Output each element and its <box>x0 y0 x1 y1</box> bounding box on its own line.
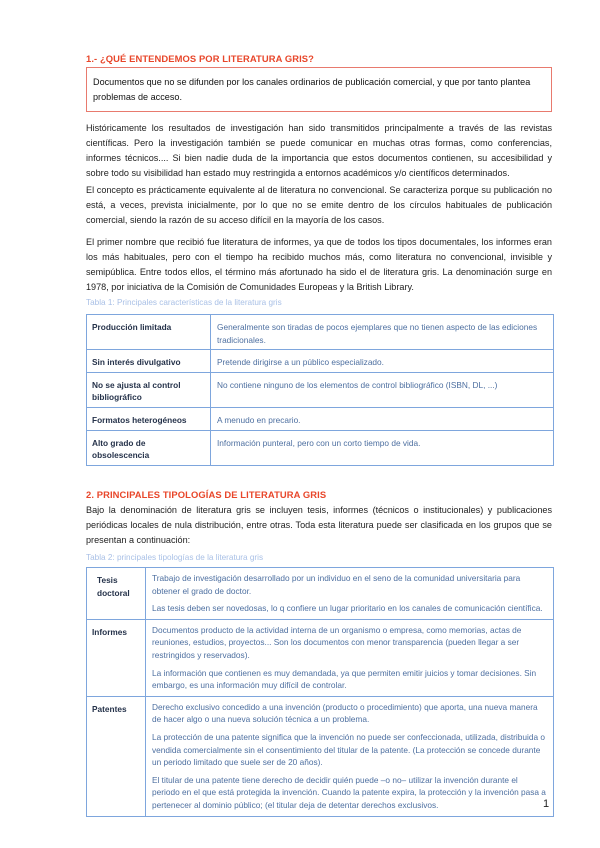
page-number: 1 <box>543 798 550 810</box>
row-key: Producción limitada <box>87 315 211 350</box>
table-row <box>87 372 554 407</box>
section-2-heading: 2. PRINCIPALES TIPOLOGÍAS DE LITERATURA GRIS <box>86 489 327 500</box>
definition-box: Documentos que no se difunden por los canales ordinarios de publicación comercial, y que por tanto plantea problemas de acceso. <box>86 67 552 112</box>
paragraph-intro: Bajo la denominación de literatura gris se incluyen tesis, informes (técnicos o institucionales) y publicaciones periódicas locales de nula distribución, entre otras. Toda esta literatura puede ser clasificada en los grupos que se presentan a continuación: <box>86 505 552 546</box>
paragraph-history: Históricamente los resultados de investigación han sido transmitidos principalmente a través de las revistas científicas. Pero la investigación también se puede comunicar en muchas otras formas, como conferencias, informes técnicos.... Si bien nadie duda de la importancia que estos documentos contienen, su accesibilidad y sobre todo su visibilidad han estado muy restringida a entornos académicos y/o científicos determinados. <box>86 123 552 179</box>
row-key: Informes <box>87 619 146 696</box>
table-row <box>87 407 554 430</box>
row-value <box>146 619 554 696</box>
section-1-heading: 1.- ¿QUÉ ENTENDEMOS POR LITERATURA GRIS? <box>86 53 314 64</box>
table-row <box>87 619 554 696</box>
row-value: A menudo en precario. <box>211 407 554 430</box>
table-row <box>87 430 554 465</box>
row-value-paragraph: Derecho exclusivo concedido a una invención (producto o procedimiento) que aporta, una nueva manera de hacer algo o una nueva solución técnica a un problema. <box>152 701 538 725</box>
row-key: Formatos heterogéneos <box>87 407 211 430</box>
table-row <box>87 568 554 620</box>
row-value-paragraph: Las tesis deben ser novedosas, lo q confiere un lugar prioritario en los canales de comunicación científica. <box>152 603 543 614</box>
row-value-paragraph: La información que contienen es muy demandada, ya que permiten emitir juicios y tomar decisiones. Sin embargo, es una información muy difícil de controlar. <box>152 667 537 691</box>
typologies-table <box>86 567 554 817</box>
row-key: Alto grado de obsolescencia <box>87 430 211 465</box>
table-row <box>87 696 554 816</box>
row-key: Sin interés divulgativo <box>87 350 211 373</box>
row-value: Generalmente son tiradas de pocos ejemplares que no tienen aspecto de las ediciones tradicionales. <box>211 315 554 350</box>
paragraph-origin: El primer nombre que recibió fue literatura de informes, ya que de todos los tipos documentales, los informes eran los más habituales, pero con el tiempo ha recibido muchos más, como literatura no convencional, invisible y semipública. Entre todos ellos, el término más afortunado ha sido el de literatura gris. La denominación surge en 1978, por iniciativa de la Comisión de Comunidades Europeas y la British Library. <box>86 237 552 293</box>
table-row <box>87 315 554 350</box>
table-2-caption: Tabla 2: principales tipologías de la literatura gris <box>86 553 264 562</box>
table-1-caption: Tabla 1: Principales características de la literatura gris <box>86 298 282 307</box>
row-value: Información punteral, pero con un corto tiempo de vida. <box>211 430 554 465</box>
row-value <box>146 696 554 816</box>
paragraph-concept: El concepto es prácticamente equivalente al de literatura no convencional. Se caracteriza porque su publicación no está, a veces, prevista inicialmente, por lo que no se emite dentro de los círculos habituales de publicación comercial, siendo la razón de su acceso difícil en la mayoría de los casos. <box>86 185 552 226</box>
characteristics-table <box>86 314 554 466</box>
row-value-paragraph: Documentos producto de la actividad interna de un organismo o empresa, como memorias, actas de reuniones, estudios, proyectos... Son los documentos con menor transparencia (pueden llegar a ser restringidos y reservados). <box>152 624 522 660</box>
row-key: No se ajusta al control bibliográfico <box>87 372 211 407</box>
row-value: Pretende dirigirse a un público especializado. <box>211 350 554 373</box>
row-value <box>146 568 554 620</box>
row-value-paragraph: Trabajo de investigación desarrollado por un individuo en el seno de la comunidad universitaria para obtener el grado de doctor. <box>152 573 521 596</box>
table-row <box>87 350 554 373</box>
row-value-paragraph: La protección de una patente significa que la invención no puede ser confeccionada, utilizada, distribuida o vendida comercialmente sin el consentimiento del titular de la patente. (La protección se concede durante un periodo limitado que suele ser de 20 años). <box>152 731 545 768</box>
row-value-paragraph: El titular de una patente tiene derecho de decidir quién puede –o no– utilizar la invención durante el periodo en el que está protegida la invención. Cuando la patente expira, la protección y la invención pasa a pertenecer al dominio público; (el titular deja de detentar derechos exclusivos. <box>152 774 546 810</box>
row-key: Patentes <box>87 696 146 816</box>
row-value: No contiene ninguno de los elementos de control bibliográfico (ISBN, DL, ...) <box>211 372 554 407</box>
row-key: Tesis doctoral <box>87 568 146 620</box>
